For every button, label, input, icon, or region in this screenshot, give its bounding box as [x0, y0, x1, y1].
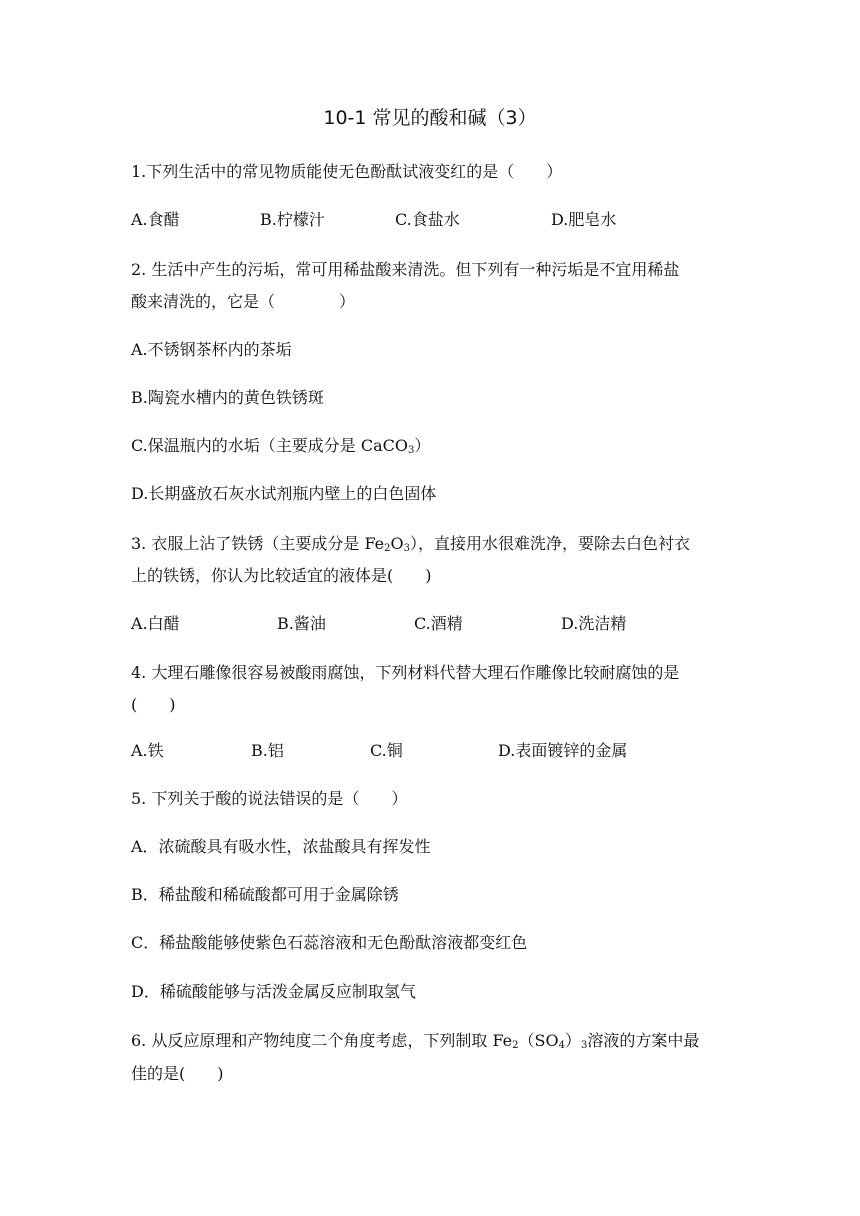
question-6-text-line-1: 6. 从反应原理和产物纯度二个角度考虑，下列制取 $Fe_2(SO_4)_3$溶液的方案中最	[131, 1031, 700, 1051]
question-1-text: 1.下列生活中的常见物质能使无色酚酞试液变红的是（ ）	[131, 162, 563, 181]
question-1-option-d: D.肥皂水	[551, 210, 617, 229]
question-3-option-a: A.白醋	[131, 614, 180, 633]
question-5-option-a: A．浓硫酸具有吸水性，浓盐酸具有挥发性	[131, 837, 431, 856]
question-5-text: 5. 下列关于酸的说法错误的是（ ）	[131, 789, 408, 808]
question-5-option-b: B．稀盐酸和稀硫酸都可用于金属除锈	[131, 885, 399, 904]
question-2-option-d: D.长期盛放石灰水试剂瓶内壁上的白色固体	[131, 484, 437, 503]
question-3-text-line-2: 上的铁锈，你认为比较适宜的液体是( )	[131, 566, 432, 585]
question-5-option-c: C．稀盐酸能够使紫色石蕊溶液和无色酚酞溶液都变红色	[131, 933, 528, 952]
question-1-option-c: C.食盐水	[395, 210, 460, 229]
question-2-option-c: C.保温瓶内的水垢（主要成分是 CaCO$_3$）	[131, 436, 431, 456]
question-2-text-line-1: 2. 生活中产生的污垢，常可用稀盐酸来清洗。但下列有一种污垢是不宜用稀盐	[131, 260, 680, 279]
question-2-option-b: B.陶瓷水槽内的黄色铁锈斑	[131, 388, 324, 407]
question-3-option-b: B.酱油	[277, 614, 326, 633]
page-title: 10-1 常见的酸和碱（3）	[323, 107, 537, 129]
question-1-option-b: B.柠檬汁	[260, 210, 325, 229]
question-2-option-a: A.不锈钢茶杯内的茶垢	[131, 340, 292, 359]
question-4-option-c: C.铜	[370, 741, 403, 760]
question-5-option-d: D．稀硫酸能够与活泼金属反应制取氢气	[131, 982, 416, 1001]
question-3-text-line-1: 3. 衣服上沾了铁锈（主要成分是 $Fe_2O_3$），直接用水很难洗净，要除去白色衬衣	[131, 534, 691, 554]
question-4-option-b: B.铝	[251, 741, 284, 760]
question-1-option-a: A.食醋	[131, 210, 180, 229]
question-4-option-d: D.表面镀锌的金属	[498, 741, 628, 760]
question-4-text-line-1: 4. 大理石雕像很容易被酸雨腐蚀，下列材料代替大理石作雕像比较耐腐蚀的是	[131, 663, 680, 682]
question-2-text-line-2: 酸来清洗的，它是（ ）	[131, 292, 356, 311]
question-3-option-c: C.酒精	[414, 614, 463, 633]
question-6-text-line-2: 佳的是( )	[131, 1064, 224, 1083]
question-4-text-line-2: ( )	[131, 695, 176, 714]
question-4-option-a: A.铁	[131, 741, 164, 760]
question-3-option-d: D.洗洁精	[561, 614, 627, 633]
